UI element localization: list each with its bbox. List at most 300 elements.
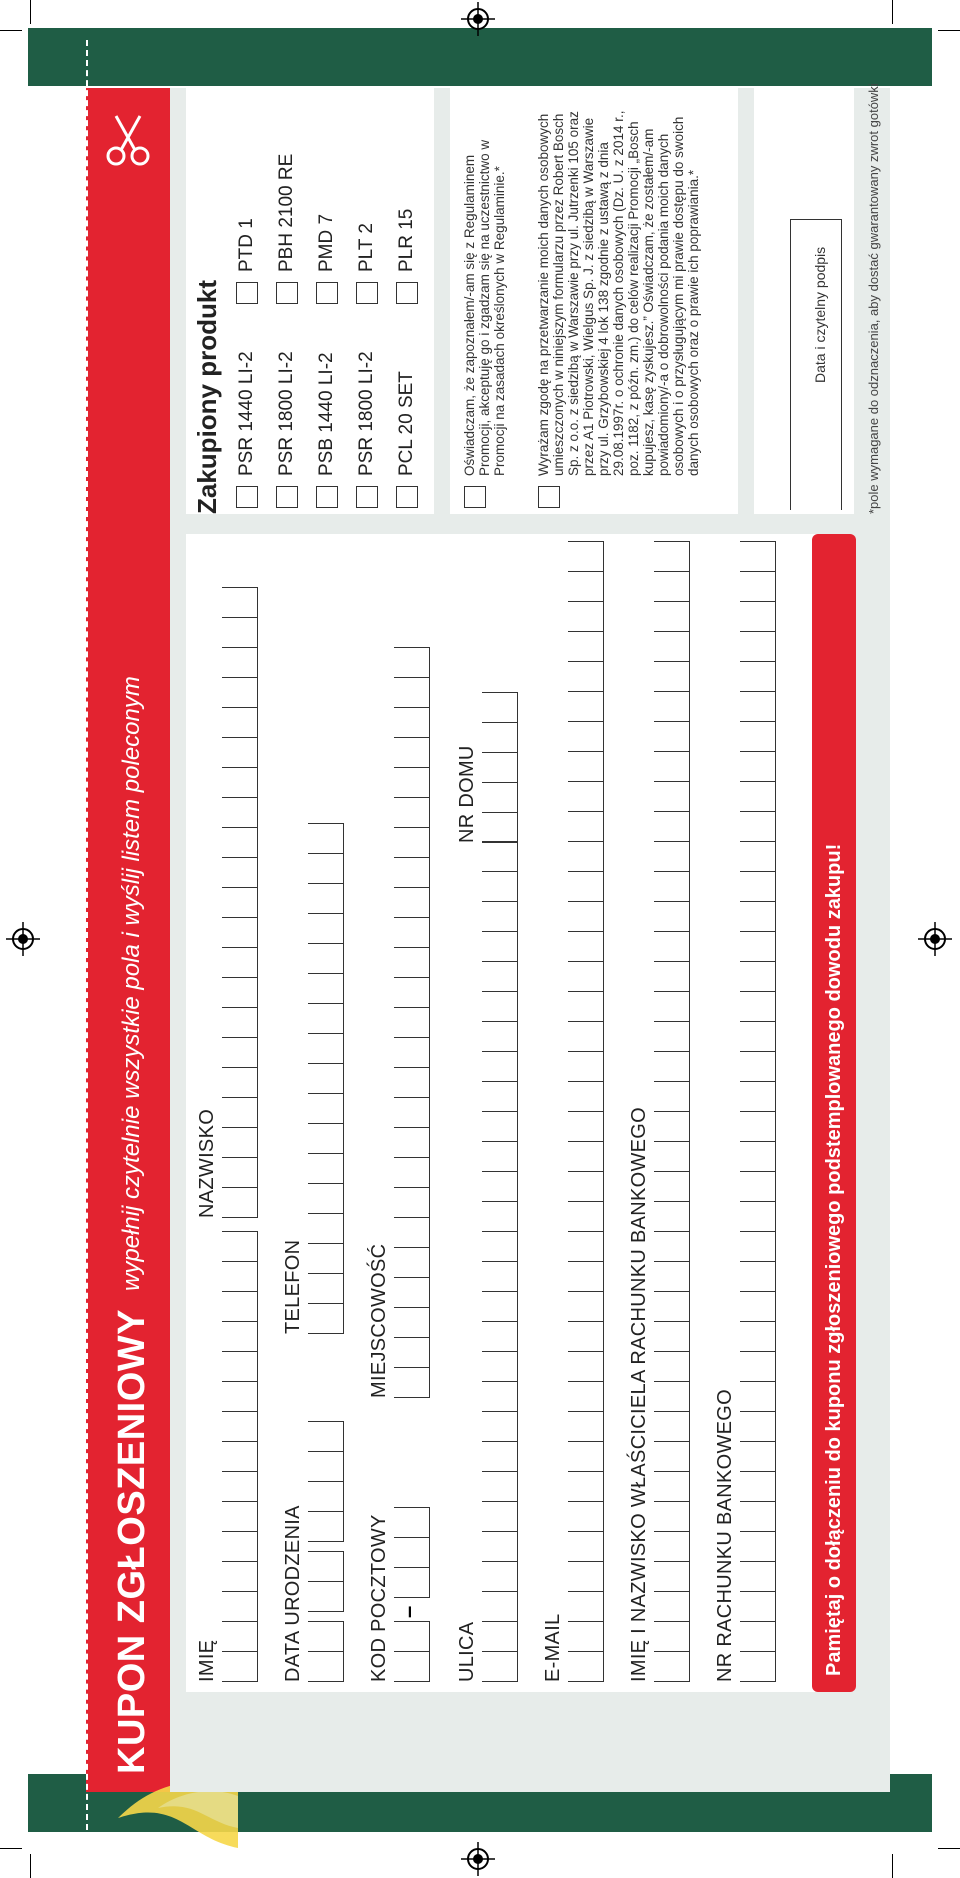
char-box[interactable]: [740, 721, 776, 751]
char-box[interactable]: [222, 797, 258, 827]
char-box[interactable]: [654, 1021, 690, 1051]
char-box[interactable]: [222, 857, 258, 887]
char-box[interactable]: [222, 887, 258, 917]
char-box[interactable]: [222, 1291, 258, 1321]
char-box[interactable]: [568, 781, 604, 811]
product-option[interactable]: [236, 351, 258, 508]
char-box[interactable]: [740, 691, 776, 721]
char-box[interactable]: [740, 1111, 776, 1141]
char-box[interactable]: [482, 1531, 518, 1561]
char-box[interactable]: [482, 812, 518, 842]
char-box[interactable]: [568, 1111, 604, 1141]
label-imie: IMIĘ: [196, 1639, 218, 1682]
char-box[interactable]: [740, 1591, 776, 1621]
char-box[interactable]: [740, 1561, 776, 1591]
char-box[interactable]: [740, 1621, 776, 1651]
char-box[interactable]: [568, 811, 604, 841]
char-box[interactable]: [482, 1261, 518, 1291]
char-box[interactable]: [222, 1621, 258, 1651]
char-box[interactable]: [222, 917, 258, 947]
char-box[interactable]: [308, 1183, 344, 1213]
char-box[interactable]: [740, 1081, 776, 1111]
product-label: PMD 7: [316, 213, 337, 272]
char-box[interactable]: [654, 661, 690, 691]
char-box[interactable]: [222, 1411, 258, 1441]
char-box[interactable]: [568, 571, 604, 601]
input-ulica[interactable]: [482, 841, 518, 1682]
char-box[interactable]: [740, 961, 776, 991]
char-box[interactable]: [482, 1051, 518, 1081]
checkbox[interactable]: [396, 282, 418, 304]
product-option[interactable]: [356, 351, 378, 508]
char-box[interactable]: [654, 901, 690, 931]
checkbox[interactable]: [356, 486, 378, 508]
char-box[interactable]: [222, 767, 258, 797]
char-box[interactable]: [308, 1243, 344, 1273]
product-option[interactable]: [316, 352, 338, 508]
char-box[interactable]: [654, 1051, 690, 1081]
char-box[interactable]: [654, 691, 690, 721]
char-box[interactable]: [654, 781, 690, 811]
char-box[interactable]: [568, 721, 604, 751]
char-box[interactable]: [222, 977, 258, 1007]
char-box[interactable]: [482, 871, 518, 901]
product-label: PTD 1: [236, 218, 257, 272]
char-box[interactable]: [482, 722, 518, 752]
input-imie[interactable]: [222, 1231, 258, 1682]
char-box[interactable]: [222, 1037, 258, 1067]
char-box[interactable]: [394, 647, 430, 677]
char-box[interactable]: [482, 1471, 518, 1501]
char-box[interactable]: [222, 1007, 258, 1037]
char-box[interactable]: [482, 1171, 518, 1201]
char-box[interactable]: [740, 1501, 776, 1531]
footnote: *pole wymagane do odznaczenia, aby dostać gwarantowany zwrot gotówki: [866, 83, 881, 514]
char-box[interactable]: [308, 1063, 344, 1093]
char-box[interactable]: [394, 1537, 430, 1567]
char-box[interactable]: [482, 752, 518, 782]
char-box[interactable]: [482, 931, 518, 961]
char-box[interactable]: [482, 1561, 518, 1591]
char-box[interactable]: [654, 1501, 690, 1531]
product-option[interactable]: [396, 209, 418, 304]
char-box[interactable]: [222, 1501, 258, 1531]
char-box[interactable]: [654, 1351, 690, 1381]
char-box[interactable]: [740, 1291, 776, 1321]
char-box[interactable]: [740, 571, 776, 601]
char-box[interactable]: [740, 1171, 776, 1201]
char-box[interactable]: [482, 1621, 518, 1651]
char-box[interactable]: [568, 1411, 604, 1441]
char-box[interactable]: [654, 811, 690, 841]
char-box[interactable]: [654, 1231, 690, 1261]
char-box[interactable]: [482, 1591, 518, 1621]
char-box[interactable]: [654, 871, 690, 901]
char-box[interactable]: [394, 887, 430, 917]
char-box[interactable]: [308, 1033, 344, 1063]
checkbox[interactable]: [464, 486, 486, 508]
char-box[interactable]: [482, 841, 518, 871]
char-box[interactable]: [308, 943, 344, 973]
declaration-regulamin[interactable]: [462, 96, 507, 508]
char-box[interactable]: [394, 917, 430, 947]
char-box[interactable]: [568, 1141, 604, 1171]
char-box[interactable]: [394, 1307, 430, 1337]
char-box[interactable]: [654, 1471, 690, 1501]
char-box[interactable]: [654, 1651, 690, 1681]
char-box[interactable]: [654, 1381, 690, 1411]
label-nazwisko: NAZWISKO: [196, 1108, 218, 1218]
char-box[interactable]: [568, 1531, 604, 1561]
char-box[interactable]: [740, 901, 776, 931]
char-box[interactable]: [222, 617, 258, 647]
char-box[interactable]: [568, 1201, 604, 1231]
input-kod-part1[interactable]: [394, 1621, 430, 1682]
char-box[interactable]: [654, 1531, 690, 1561]
char-box[interactable]: [568, 1621, 604, 1651]
char-box[interactable]: [740, 601, 776, 631]
char-box[interactable]: [482, 1441, 518, 1471]
char-box[interactable]: [654, 601, 690, 631]
char-box[interactable]: [654, 1141, 690, 1171]
char-box[interactable]: [222, 1591, 258, 1621]
char-box[interactable]: [482, 1231, 518, 1261]
char-box[interactable]: [568, 1051, 604, 1081]
product-label: PBH 2100 RE: [276, 153, 297, 272]
char-box[interactable]: [654, 541, 690, 571]
char-box[interactable]: [740, 1261, 776, 1291]
char-box[interactable]: [568, 961, 604, 991]
char-box[interactable]: [394, 827, 430, 857]
checkbox[interactable]: [236, 282, 258, 304]
char-box[interactable]: [482, 1321, 518, 1351]
char-box[interactable]: [394, 1367, 430, 1397]
char-box[interactable]: [740, 631, 776, 661]
char-box[interactable]: [394, 737, 430, 767]
char-box[interactable]: [654, 1621, 690, 1651]
product-option[interactable]: [276, 154, 298, 304]
products-title: Zakupiony produkt: [192, 280, 222, 514]
checkbox[interactable]: [276, 486, 298, 508]
input-year[interactable]: [308, 1421, 344, 1542]
char-box[interactable]: [308, 1421, 344, 1451]
char-box[interactable]: [568, 1351, 604, 1381]
char-box[interactable]: [568, 1381, 604, 1411]
char-box[interactable]: [740, 781, 776, 811]
checkbox[interactable]: [396, 486, 418, 508]
label-telefon: TELEFON: [282, 1239, 304, 1334]
checkbox[interactable]: [276, 282, 298, 304]
char-box[interactable]: [308, 1581, 344, 1611]
product-option[interactable]: [356, 223, 378, 304]
char-box[interactable]: [394, 1337, 430, 1367]
char-box[interactable]: [654, 1201, 690, 1231]
char-box[interactable]: [568, 841, 604, 871]
char-box[interactable]: [740, 841, 776, 871]
char-box[interactable]: [394, 1157, 430, 1187]
char-box[interactable]: [740, 541, 776, 571]
char-box[interactable]: [222, 1531, 258, 1561]
char-box[interactable]: [568, 1021, 604, 1051]
char-box[interactable]: [568, 1081, 604, 1111]
product-option[interactable]: [276, 351, 298, 508]
char-box[interactable]: [394, 677, 430, 707]
char-box[interactable]: [740, 661, 776, 691]
char-box[interactable]: [568, 1501, 604, 1531]
char-box[interactable]: [394, 767, 430, 797]
char-box[interactable]: [394, 1621, 430, 1651]
char-box[interactable]: [482, 1111, 518, 1141]
title-main: KUPON ZGŁOSZENIOWY: [110, 1309, 153, 1774]
char-box[interactable]: [394, 1187, 430, 1217]
char-box[interactable]: [740, 1231, 776, 1261]
label-email: E-MAIL: [542, 1613, 564, 1682]
char-box[interactable]: [740, 1441, 776, 1471]
checkbox[interactable]: [316, 282, 338, 304]
char-box[interactable]: [394, 797, 430, 827]
char-box[interactable]: [308, 823, 344, 853]
char-box[interactable]: [568, 1471, 604, 1501]
char-box[interactable]: [482, 1381, 518, 1411]
char-box[interactable]: [568, 631, 604, 661]
char-box[interactable]: [482, 901, 518, 931]
char-box[interactable]: [482, 1021, 518, 1051]
char-box[interactable]: [568, 751, 604, 781]
cut-line: [86, 40, 88, 1830]
char-box[interactable]: [222, 1651, 258, 1681]
char-box[interactable]: [568, 1441, 604, 1471]
char-box[interactable]: [740, 1381, 776, 1411]
char-box[interactable]: [482, 1141, 518, 1171]
char-box[interactable]: [654, 961, 690, 991]
char-box[interactable]: [222, 1261, 258, 1291]
char-box[interactable]: [222, 1097, 258, 1127]
char-box[interactable]: [222, 707, 258, 737]
char-box[interactable]: [394, 1217, 430, 1247]
char-box[interactable]: [740, 751, 776, 781]
char-box[interactable]: [654, 1111, 690, 1141]
char-box[interactable]: [222, 1067, 258, 1097]
signature-label: Data i czytelny podpis: [812, 246, 828, 383]
char-box[interactable]: [308, 853, 344, 883]
char-box[interactable]: [394, 1037, 430, 1067]
product-label: PCL 20 SET: [396, 371, 417, 476]
char-box[interactable]: [222, 1157, 258, 1187]
char-box[interactable]: [740, 1321, 776, 1351]
char-box[interactable]: [222, 1127, 258, 1157]
input-kod-part2[interactable]: [394, 1507, 430, 1598]
char-box[interactable]: [308, 913, 344, 943]
char-box[interactable]: [222, 827, 258, 857]
label-nr-rachunku: NR RACHUNKU BANKOWEGO: [714, 1389, 736, 1682]
char-box[interactable]: [568, 1171, 604, 1201]
page-title: [102, 676, 162, 1774]
char-box[interactable]: [482, 1501, 518, 1531]
char-box[interactable]: [222, 587, 258, 617]
char-box[interactable]: [654, 1591, 690, 1621]
char-box[interactable]: [308, 1511, 344, 1541]
char-box[interactable]: [394, 947, 430, 977]
char-box[interactable]: [654, 751, 690, 781]
char-box[interactable]: [568, 1561, 604, 1591]
product-label: PLR 15: [396, 208, 417, 272]
char-box[interactable]: [568, 1321, 604, 1351]
char-box[interactable]: [482, 1081, 518, 1111]
char-box[interactable]: [568, 931, 604, 961]
char-box[interactable]: [482, 782, 518, 812]
char-box[interactable]: [482, 961, 518, 991]
char-box[interactable]: [740, 1471, 776, 1501]
char-box[interactable]: [308, 1003, 344, 1033]
declaration-dane-osobowe[interactable]: [536, 96, 701, 508]
char-box[interactable]: [222, 1351, 258, 1381]
char-box[interactable]: [482, 1201, 518, 1231]
char-box[interactable]: [308, 1273, 344, 1303]
char-box[interactable]: [740, 1651, 776, 1681]
checkbox[interactable]: [316, 486, 338, 508]
input-miejscowosc[interactable]: [394, 647, 430, 1398]
char-box[interactable]: [222, 1231, 258, 1261]
char-box[interactable]: [308, 1481, 344, 1511]
char-box[interactable]: [740, 1351, 776, 1381]
char-box[interactable]: [222, 1471, 258, 1501]
char-box[interactable]: [308, 1213, 344, 1243]
char-box[interactable]: [222, 1441, 258, 1471]
char-box[interactable]: [568, 661, 604, 691]
char-box[interactable]: [654, 991, 690, 1021]
char-box[interactable]: [308, 883, 344, 913]
input-email[interactable]: [568, 541, 604, 1682]
product-option[interactable]: [396, 371, 418, 508]
char-box[interactable]: [308, 1551, 344, 1581]
char-box[interactable]: [308, 1303, 344, 1333]
char-box[interactable]: [654, 1411, 690, 1441]
declaration-text: Oświadczam, że zapoznałem/-am się z Regulaminem Promocji, akceptuję go i zgadzam się na uczestnictwo w Promocji na zasadach określonych w Regulaminie.*: [462, 139, 507, 476]
char-box[interactable]: [568, 1261, 604, 1291]
char-box[interactable]: [568, 901, 604, 931]
char-box[interactable]: [222, 1321, 258, 1351]
char-box[interactable]: [222, 737, 258, 767]
char-box[interactable]: [308, 1123, 344, 1153]
char-box[interactable]: [740, 991, 776, 1021]
char-box[interactable]: [394, 1507, 430, 1537]
char-box[interactable]: [654, 1261, 690, 1291]
char-box[interactable]: [568, 691, 604, 721]
char-box[interactable]: [568, 871, 604, 901]
char-box[interactable]: [482, 1351, 518, 1381]
char-box[interactable]: [222, 1381, 258, 1411]
char-box[interactable]: [740, 1141, 776, 1171]
product-option[interactable]: [316, 214, 338, 304]
char-box[interactable]: [654, 1321, 690, 1351]
label-data-urodzenia: DATA URODZENIA: [282, 1505, 304, 1682]
label-kod-pocztowy: KOD POCZTOWY: [368, 1514, 390, 1682]
char-box[interactable]: [740, 1201, 776, 1231]
char-box[interactable]: [568, 1651, 604, 1681]
checkbox[interactable]: [538, 486, 560, 508]
char-box[interactable]: [222, 1187, 258, 1217]
input-telefon[interactable]: [308, 823, 344, 1334]
char-box[interactable]: [394, 977, 430, 1007]
char-box[interactable]: [654, 1171, 690, 1201]
char-box[interactable]: [308, 973, 344, 1003]
char-box[interactable]: [568, 601, 604, 631]
char-box[interactable]: [568, 1231, 604, 1261]
char-box[interactable]: [482, 991, 518, 1021]
label-wlasciciel: IMIĘ I NAZWISKO WŁAŚCICIELA RACHUNKU BANKOWEGO: [628, 1107, 650, 1682]
char-box[interactable]: [654, 1081, 690, 1111]
char-box[interactable]: [482, 1291, 518, 1321]
char-box[interactable]: [394, 1651, 430, 1681]
char-box[interactable]: [740, 1411, 776, 1441]
char-box[interactable]: [740, 1531, 776, 1561]
input-month[interactable]: [308, 1551, 344, 1612]
char-box[interactable]: [394, 1097, 430, 1127]
input-nr-rachunku[interactable]: [740, 541, 776, 1682]
char-box[interactable]: [308, 1451, 344, 1481]
char-box[interactable]: [654, 1291, 690, 1321]
char-box[interactable]: [308, 1093, 344, 1123]
char-box[interactable]: [568, 1591, 604, 1621]
char-box[interactable]: [654, 631, 690, 661]
char-box[interactable]: [568, 541, 604, 571]
product-label: PSR 1800 LI-2: [276, 351, 297, 476]
char-box[interactable]: [394, 1247, 430, 1277]
checkbox[interactable]: [356, 282, 378, 304]
product-label: PLT 2: [356, 223, 377, 272]
checkbox[interactable]: [236, 486, 258, 508]
input-nazwisko[interactable]: [222, 587, 258, 1218]
product-option[interactable]: [236, 218, 258, 304]
input-wlasciciel[interactable]: [654, 541, 690, 1682]
reminder-banner: Pamiętaj o dołączeniu do kuponu zgłoszeniowego podstemplowanego dowodu zakupu!: [812, 534, 856, 1692]
char-box[interactable]: [394, 707, 430, 737]
char-box[interactable]: [222, 647, 258, 677]
char-box[interactable]: [654, 1441, 690, 1471]
char-box[interactable]: [482, 1411, 518, 1441]
char-box[interactable]: [740, 811, 776, 841]
char-box[interactable]: [740, 931, 776, 961]
char-box[interactable]: [222, 677, 258, 707]
char-box[interactable]: [308, 1153, 344, 1183]
char-box[interactable]: [654, 931, 690, 961]
char-box[interactable]: [308, 1651, 344, 1681]
char-box[interactable]: [394, 1567, 430, 1597]
char-box[interactable]: [654, 1561, 690, 1591]
char-box[interactable]: [568, 1291, 604, 1321]
input-day[interactable]: [308, 1621, 344, 1682]
char-box[interactable]: [654, 841, 690, 871]
char-box[interactable]: [394, 1127, 430, 1157]
label-nr-domu: NR DOMU: [456, 745, 478, 843]
char-box[interactable]: [222, 947, 258, 977]
char-box[interactable]: [740, 1021, 776, 1051]
char-box[interactable]: [394, 1007, 430, 1037]
char-box[interactable]: [394, 1067, 430, 1097]
char-box[interactable]: [308, 1621, 344, 1651]
char-box[interactable]: [740, 871, 776, 901]
char-box[interactable]: [654, 571, 690, 601]
char-box[interactable]: [222, 1561, 258, 1591]
char-box[interactable]: [568, 991, 604, 1021]
char-box[interactable]: [482, 692, 518, 722]
char-box[interactable]: [482, 1651, 518, 1681]
char-box[interactable]: [394, 857, 430, 887]
char-box[interactable]: [394, 1277, 430, 1307]
input-nr-domu[interactable]: [482, 692, 518, 843]
char-box[interactable]: [654, 721, 690, 751]
char-box[interactable]: [740, 1051, 776, 1081]
